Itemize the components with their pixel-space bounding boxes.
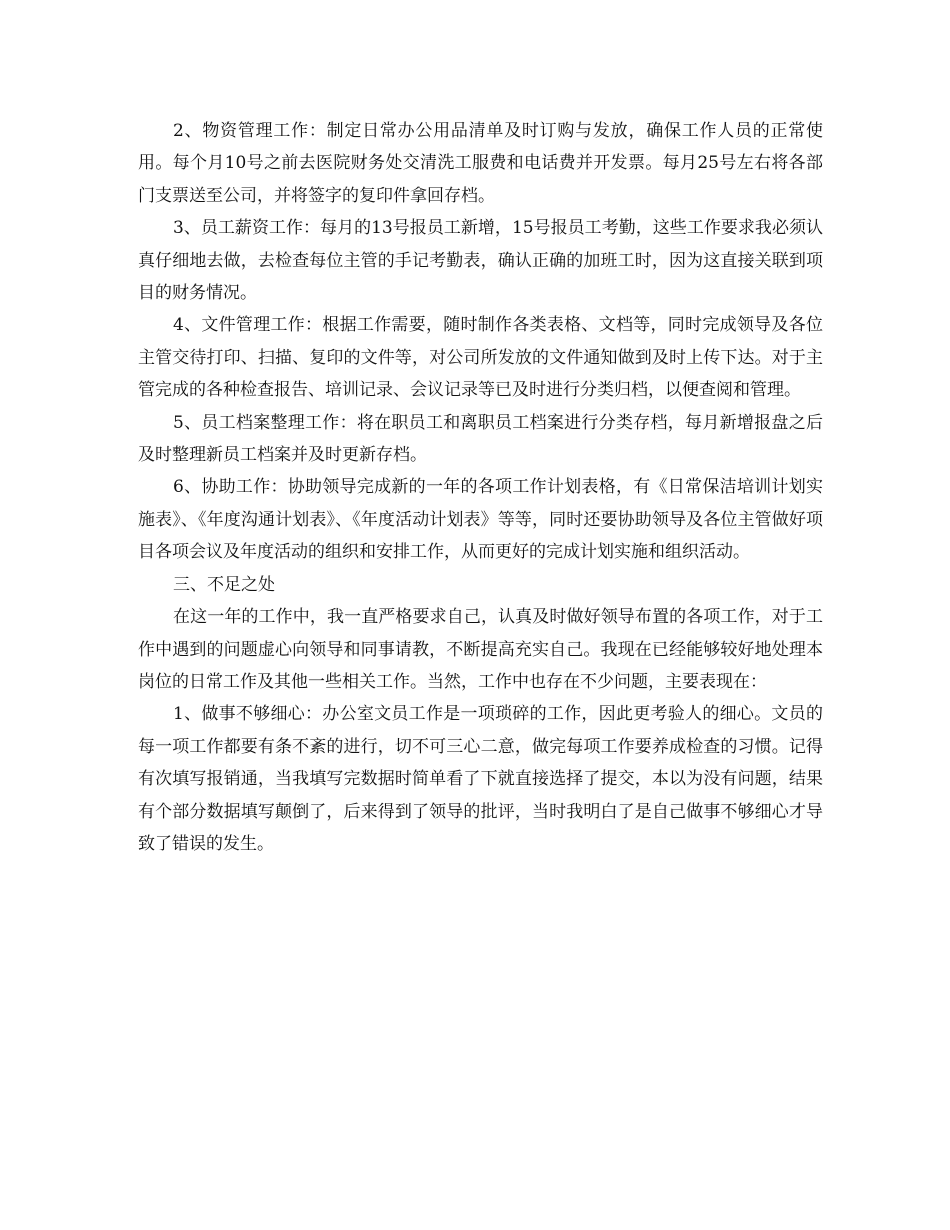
paragraph-employee-records: 5、员工档案整理工作：将在职员工和离职员工档案进行分类存档，每月新增报盘之后及时整理新员工档案并及时更新存档。 — [138, 412, 823, 466]
paragraph-supplies-management: 2、物资管理工作：制定日常办公用品清单及时订购与发放，确保工作人员的正常使用。每个月10号之前去医院财务处交清洗工服费和电话费并开发票。每月25号左右将各部门支票送至公司，并将签字的复印件拿回存档。 — [138, 121, 823, 206]
paragraph-file-management: 4、文件管理工作：根据工作需要，随时制作各类表格、文档等，同时完成领导及各位主管交待打印、扫描、复印的文件等，对公司所发放的文件通知做到及时上传下达。对于主管完成的各种检查报告、培训记录、会议记录等已及时进行分类归档，以便查阅和管理。 — [138, 315, 823, 401]
paragraph-shortcomings-intro: 在这一年的工作中，我一直严格要求自己，认真及时做好领导布置的各项工作，对于工作中遇到的问题虚心向领导和同事请教，不断提高充实自己。我现在已经能够较好地处理本岗位的日常工作及其他一些相关工作。当然，工作中也存在不少问题，主要表现在： — [138, 607, 823, 692]
section-heading-shortcomings: 三、不足之处 — [173, 574, 275, 595]
paragraph-payroll-work: 3、员工薪资工作：每月的13号报员工新增，15号报员工考勤，这些工作要求我必须认真仔细地去做，去检查每位主管的手记考勤表，确认正确的加班工时，因为这直接关联到项目的财务情况。 — [138, 218, 823, 304]
paragraph-assistance-work: 6、协助工作：协助领导完成新的一年的各项工作计划表格，有《日常保洁培训计划实施表》、《年度沟通计划表》、《年度活动计划表》等等，同时还要协助领导及各位主管做好项目各项会议及年度活动的组织和安排工作，从而更好的完成计划实施和组织活动。 — [138, 477, 823, 563]
document-body — [138, 115, 823, 860]
paragraph-not-careful-enough: 1、做事不够细心：办公室文员工作是一项琐碎的工作，因此更考验人的细心。文员的每一项工作都要有条不紊的进行，切不可三心二意，做完每项工作要养成检查的习惯。记得有次填写报销通，当我填写完数据时简单看了下就直接选择了提交，本以为没有问题，结果有个部分数据填写颠倒了，后来得到了领导的批评，当时我明白了是自己做事不够细心才导致了错误的发生。 — [138, 704, 823, 854]
